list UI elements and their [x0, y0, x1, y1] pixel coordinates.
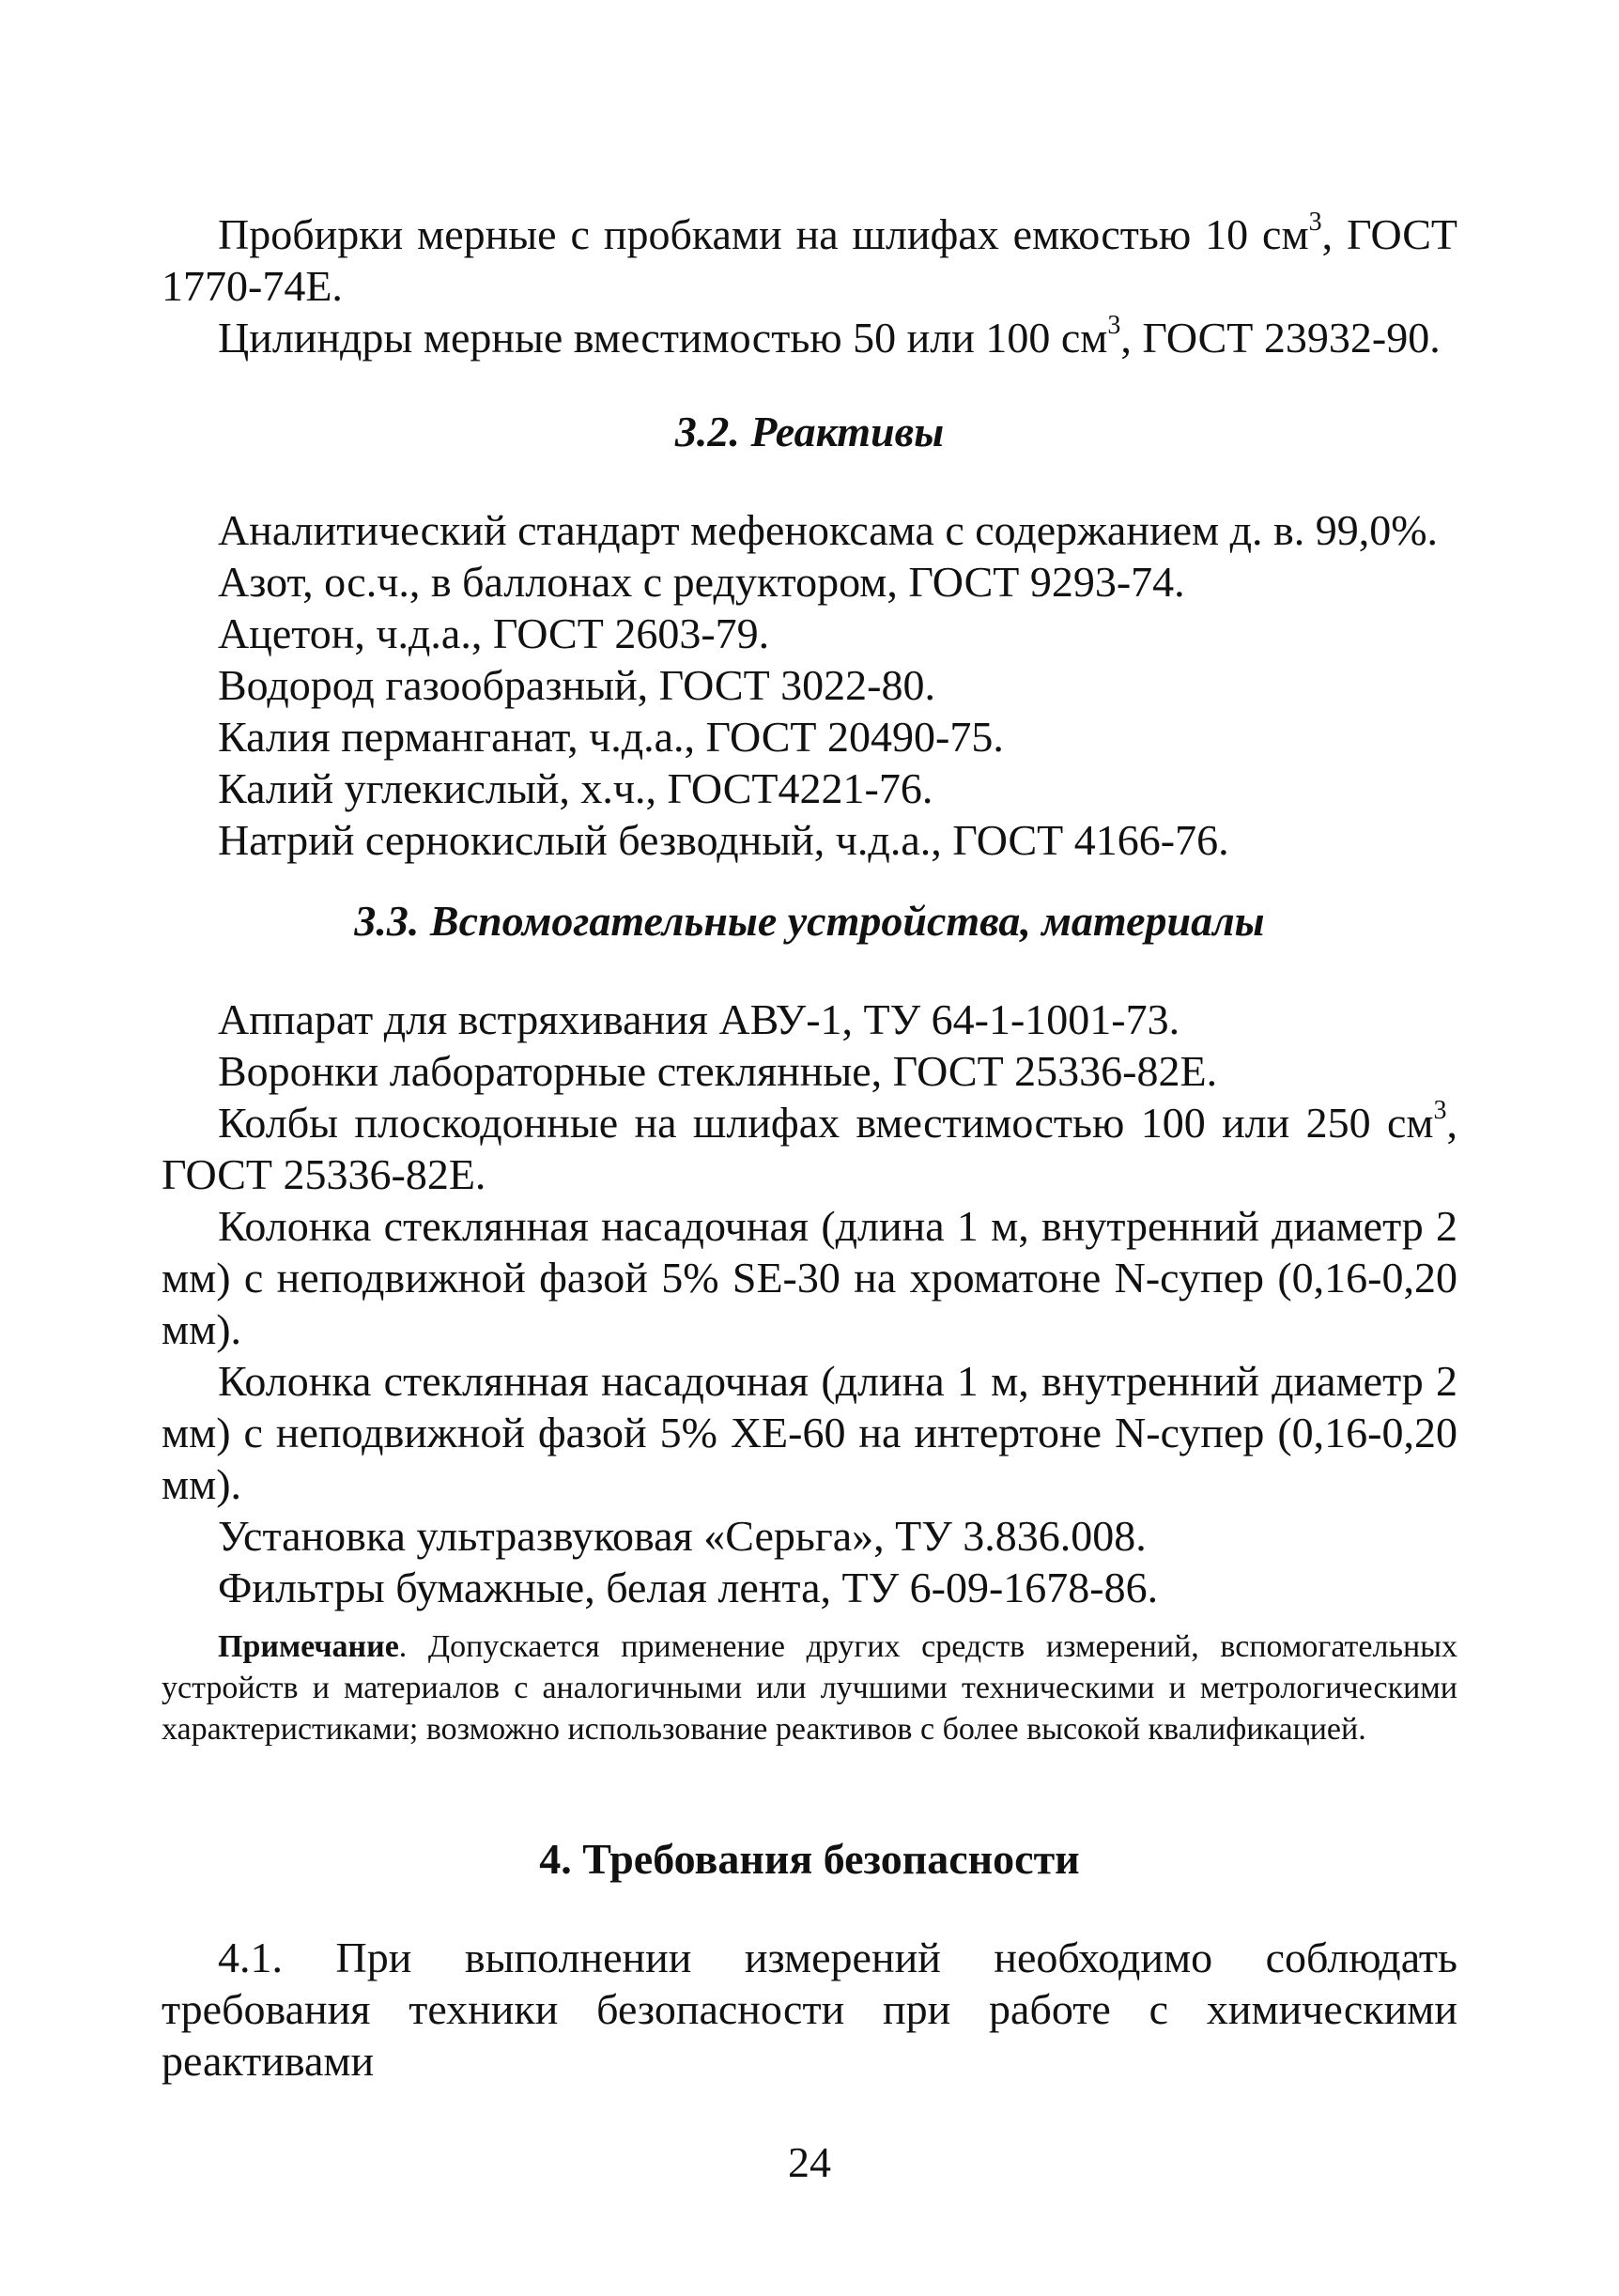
- auxiliary-item: Фильтры бумажные, белая лента, ТУ 6-09-1678-86.: [218, 1564, 1159, 1611]
- auxiliary-item: Аппарат для встряхивания АВУ-1, ТУ 64-1-1001-73.: [218, 995, 1180, 1043]
- reagent-item: Азот, ос.ч., в баллонах с редуктором, ГОСТ 9293-74.: [218, 558, 1185, 606]
- note-paragraph: [162, 1626, 1457, 1750]
- safety-section: [162, 1932, 1457, 2087]
- reagents-list: [162, 504, 1457, 866]
- auxiliary-item-column-xe60: Колонка стеклянная насадочная (длина 1 м, внутренний диаметр 2 мм) с неподвижной фазой 5% ХЕ-60 на интертоне N-супер (0,16-0,20 мм).: [162, 1357, 1457, 1508]
- apparatus-item-test-tubes: Пробирки мерные с пробками на шлифах емкостью 10 $см^3$, ГОСТ 1770-74Е.: [162, 208, 1458, 310]
- auxiliary-item: Установка ультразвуковая «Серьга», ТУ 3.836.008.: [218, 1512, 1147, 1560]
- auxiliary-item: Воронки лабораторные стеклянные, ГОСТ 25336-82Е.: [218, 1047, 1218, 1095]
- auxiliary-item-flasks: Колбы плоскодонные на шлифах вместимостью 100 или 250 $см^3$, ГОСТ 25336-82Е.: [162, 1096, 1457, 1198]
- auxiliary-item-column-se30: Колонка стеклянная насадочная (длина 1 м, внутренний диаметр 2 мм) с неподвижной фазой 5% SE-30 на хроматоне N-супер (0,16-0,20 мм).: [162, 1202, 1457, 1353]
- apparatus-item-cylinders: Цилиндры мерные вместимостью 50 или 100 $см^3$, ГОСТ 23932-90.: [218, 311, 1441, 362]
- reagent-item: Натрий сернокислый безводный, ч.д.а., ГОСТ 4166-76.: [218, 816, 1229, 864]
- reagent-item: Калий углекислый, х.ч., ГОСТ4221-76.: [218, 764, 933, 812]
- section-heading-safety: 4. Требования безопасности: [539, 1835, 1080, 1883]
- note-label: Примечание: [218, 1629, 399, 1664]
- apparatus-list: [162, 208, 1457, 363]
- auxiliary-list: [162, 994, 1457, 1613]
- reagent-item: Калия перманганат, ч.д.а., ГОСТ 20490-75.: [218, 713, 1004, 761]
- page-number: 24: [788, 2138, 831, 2186]
- safety-paragraph: 4.1. При выполнении измерений необходимо соблюдать требования техники безопасности при работе с химическими реактивами: [162, 1934, 1457, 2085]
- reagent-item: Аналитический стандарт мефеноксама с содержанием д. в. 99,0%.: [218, 506, 1439, 554]
- section-heading-reagents: 3.2. Реактивы: [674, 408, 945, 455]
- section-heading-auxiliary: 3.3. Вспомогательные устройства, материалы: [354, 897, 1265, 945]
- reagent-item: Водород газообразный, ГОСТ 3022-80.: [218, 661, 935, 709]
- reagent-item: Ацетон, ч.д.а., ГОСТ 2603-79.: [218, 609, 770, 657]
- note-text: . Допускается применение других средств измерений, вспомогательных устройств и материалов с аналогичными или лучшими техническими и метрологическими характеристиками; возможно использование реактивов с более высокой квалификацией.: [162, 1629, 1457, 1747]
